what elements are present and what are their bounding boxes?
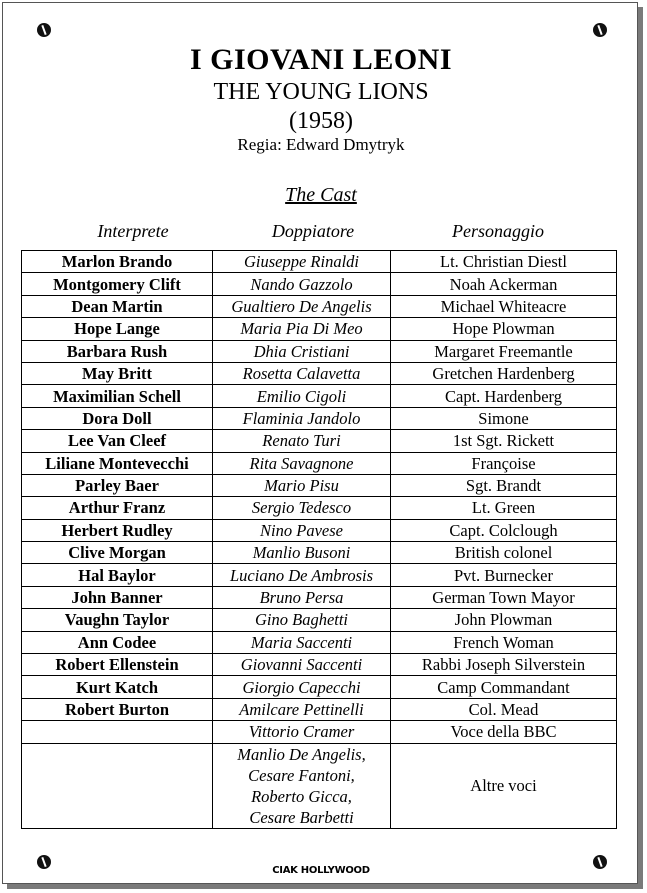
character-cell: Camp Commandant bbox=[391, 676, 617, 698]
actor-cell: Barbara Rush bbox=[22, 340, 213, 362]
character-cell: Noah Ackerman bbox=[391, 273, 617, 295]
dubber-cell: Gualtiero De Angelis bbox=[213, 295, 391, 317]
dubber-cell: Rosetta Calavetta bbox=[213, 362, 391, 384]
character-cell: Margaret Freemantle bbox=[391, 340, 617, 362]
actor-cell: Lee Van Cleef bbox=[22, 430, 213, 452]
dubber-cell: Bruno Persa bbox=[213, 586, 391, 608]
table-row bbox=[22, 542, 617, 564]
dubber-cell: Giovanni Saccenti bbox=[213, 654, 391, 676]
actor-cell: Clive Morgan bbox=[22, 542, 213, 564]
table-row bbox=[22, 474, 617, 496]
dubber-cell: Maria Saccenti bbox=[213, 631, 391, 653]
character-cell: Pvt. Burnecker bbox=[391, 564, 617, 586]
director-credit: Regia: Edward Dmytryk bbox=[237, 135, 405, 154]
cast-table bbox=[21, 250, 617, 829]
character-cell: Voce della BBC bbox=[391, 721, 617, 743]
column-header-character: Personaggio bbox=[452, 221, 544, 241]
cast-table-body bbox=[22, 251, 617, 829]
character-cell: French Woman bbox=[391, 631, 617, 653]
table-row bbox=[22, 407, 617, 429]
actor-cell: Dora Doll bbox=[22, 407, 213, 429]
actor-cell bbox=[22, 721, 213, 743]
dubber-name: Cesare Fantoni, bbox=[248, 765, 355, 785]
actor-cell: Robert Burton bbox=[22, 698, 213, 720]
character-cell: Capt. Colclough bbox=[391, 519, 617, 541]
table-row bbox=[22, 295, 617, 317]
character-cell: Simone bbox=[391, 407, 617, 429]
table-row bbox=[22, 609, 617, 631]
film-title: I GIOVANI LEONI bbox=[189, 43, 453, 76]
character-cell: Michael Whiteacre bbox=[391, 295, 617, 317]
dubber-cell: Giuseppe Rinaldi bbox=[213, 251, 391, 273]
table-row bbox=[22, 340, 617, 362]
character-cell: Gretchen Hardenberg bbox=[391, 362, 617, 384]
character-cell: Capt. Hardenberg bbox=[391, 385, 617, 407]
dubber-cell: Manlio Busoni bbox=[213, 542, 391, 564]
character-cell: German Town Mayor bbox=[391, 586, 617, 608]
dubber-cell: Maria Pia Di Meo bbox=[213, 318, 391, 340]
character-cell: 1st Sgt. Rickett bbox=[391, 430, 617, 452]
original-title: THE YOUNG LIONS bbox=[213, 79, 429, 105]
table-row bbox=[22, 385, 617, 407]
table-row bbox=[22, 318, 617, 340]
dubber-name: Cesare Barbetti bbox=[249, 807, 354, 827]
actor-cell: Parley Baer bbox=[22, 474, 213, 496]
ciak-hollywood-logo: CIAK HOLLYWOOD bbox=[272, 865, 370, 876]
dubber-name: Manlio De Angelis, bbox=[237, 744, 366, 764]
table-row bbox=[22, 430, 617, 452]
dubber-cell: Gino Baghetti bbox=[213, 609, 391, 631]
character-cell: Sgt. Brandt bbox=[391, 474, 617, 496]
actor-cell: May Britt bbox=[22, 362, 213, 384]
dubber-cell: Flaminia Jandolo bbox=[213, 407, 391, 429]
character-cell: Col. Mead bbox=[391, 698, 617, 720]
actor-cell: Arthur Franz bbox=[22, 497, 213, 519]
dubber-cell: Nando Gazzolo bbox=[213, 273, 391, 295]
dubber-name: Roberto Gicca, bbox=[251, 786, 352, 806]
character-cell: Rabbi Joseph Silverstein bbox=[391, 654, 617, 676]
dubber-cell: Renato Turi bbox=[213, 430, 391, 452]
actor-cell: Liliane Montevecchi bbox=[22, 452, 213, 474]
table-row bbox=[22, 452, 617, 474]
table-row bbox=[22, 676, 617, 698]
dubber-cell: Amilcare Pettinelli bbox=[213, 698, 391, 720]
character-cell: Lt. Green bbox=[391, 497, 617, 519]
actor-cell: Montgomery Clift bbox=[22, 273, 213, 295]
character-cell: John Plowman bbox=[391, 609, 617, 631]
dubber-cell: Emilio Cigoli bbox=[213, 385, 391, 407]
actor-cell: Vaughn Taylor bbox=[22, 609, 213, 631]
actor-cell: Dean Martin bbox=[22, 295, 213, 317]
actor-cell: John Banner bbox=[22, 586, 213, 608]
table-row bbox=[22, 564, 617, 586]
character-cell: Lt. Christian Diestl bbox=[391, 251, 617, 273]
actor-cell: Robert Ellenstein bbox=[22, 654, 213, 676]
column-header-dubber: Doppiatore bbox=[271, 221, 355, 241]
table-row bbox=[22, 631, 617, 653]
actor-cell: Marlon Brando bbox=[22, 251, 213, 273]
table-row-other-voices bbox=[22, 743, 617, 828]
table-row bbox=[22, 586, 617, 608]
dubber-cell: Dhia Cristiani bbox=[213, 340, 391, 362]
character-cell: Altre voci bbox=[391, 743, 617, 828]
actor-cell: Hope Lange bbox=[22, 318, 213, 340]
table-row bbox=[22, 362, 617, 384]
table-row bbox=[22, 698, 617, 720]
screw-icon bbox=[37, 23, 51, 37]
actor-cell: Maximilian Schell bbox=[22, 385, 213, 407]
actor-cell: Herbert Rudley bbox=[22, 519, 213, 541]
character-cell: Hope Plowman bbox=[391, 318, 617, 340]
screw-icon bbox=[593, 23, 607, 37]
actor-cell: Ann Codee bbox=[22, 631, 213, 653]
table-row bbox=[22, 497, 617, 519]
release-year: (1958) bbox=[289, 108, 353, 134]
dubber-cell: Sergio Tedesco bbox=[213, 497, 391, 519]
dubber-cell bbox=[213, 743, 391, 828]
cast-plaque bbox=[2, 2, 638, 884]
dubber-cell: Mario Pisu bbox=[213, 474, 391, 496]
dubber-cell: Luciano De Ambrosis bbox=[213, 564, 391, 586]
table-row bbox=[22, 251, 617, 273]
table-row bbox=[22, 654, 617, 676]
cast-heading: The Cast bbox=[285, 184, 357, 206]
actor-cell: Kurt Katch bbox=[22, 676, 213, 698]
table-row bbox=[22, 721, 617, 743]
table-row bbox=[22, 273, 617, 295]
actor-cell: Hal Baylor bbox=[22, 564, 213, 586]
dubber-cell: Rita Savagnone bbox=[213, 452, 391, 474]
character-cell: Françoise bbox=[391, 452, 617, 474]
dubber-cell: Nino Pavese bbox=[213, 519, 391, 541]
character-cell: British colonel bbox=[391, 542, 617, 564]
actor-cell bbox=[22, 743, 213, 828]
column-header-actor: Interprete bbox=[97, 221, 169, 241]
dubber-cell: Giorgio Capecchi bbox=[213, 676, 391, 698]
dubber-cell: Vittorio Cramer bbox=[213, 721, 391, 743]
table-row bbox=[22, 519, 617, 541]
